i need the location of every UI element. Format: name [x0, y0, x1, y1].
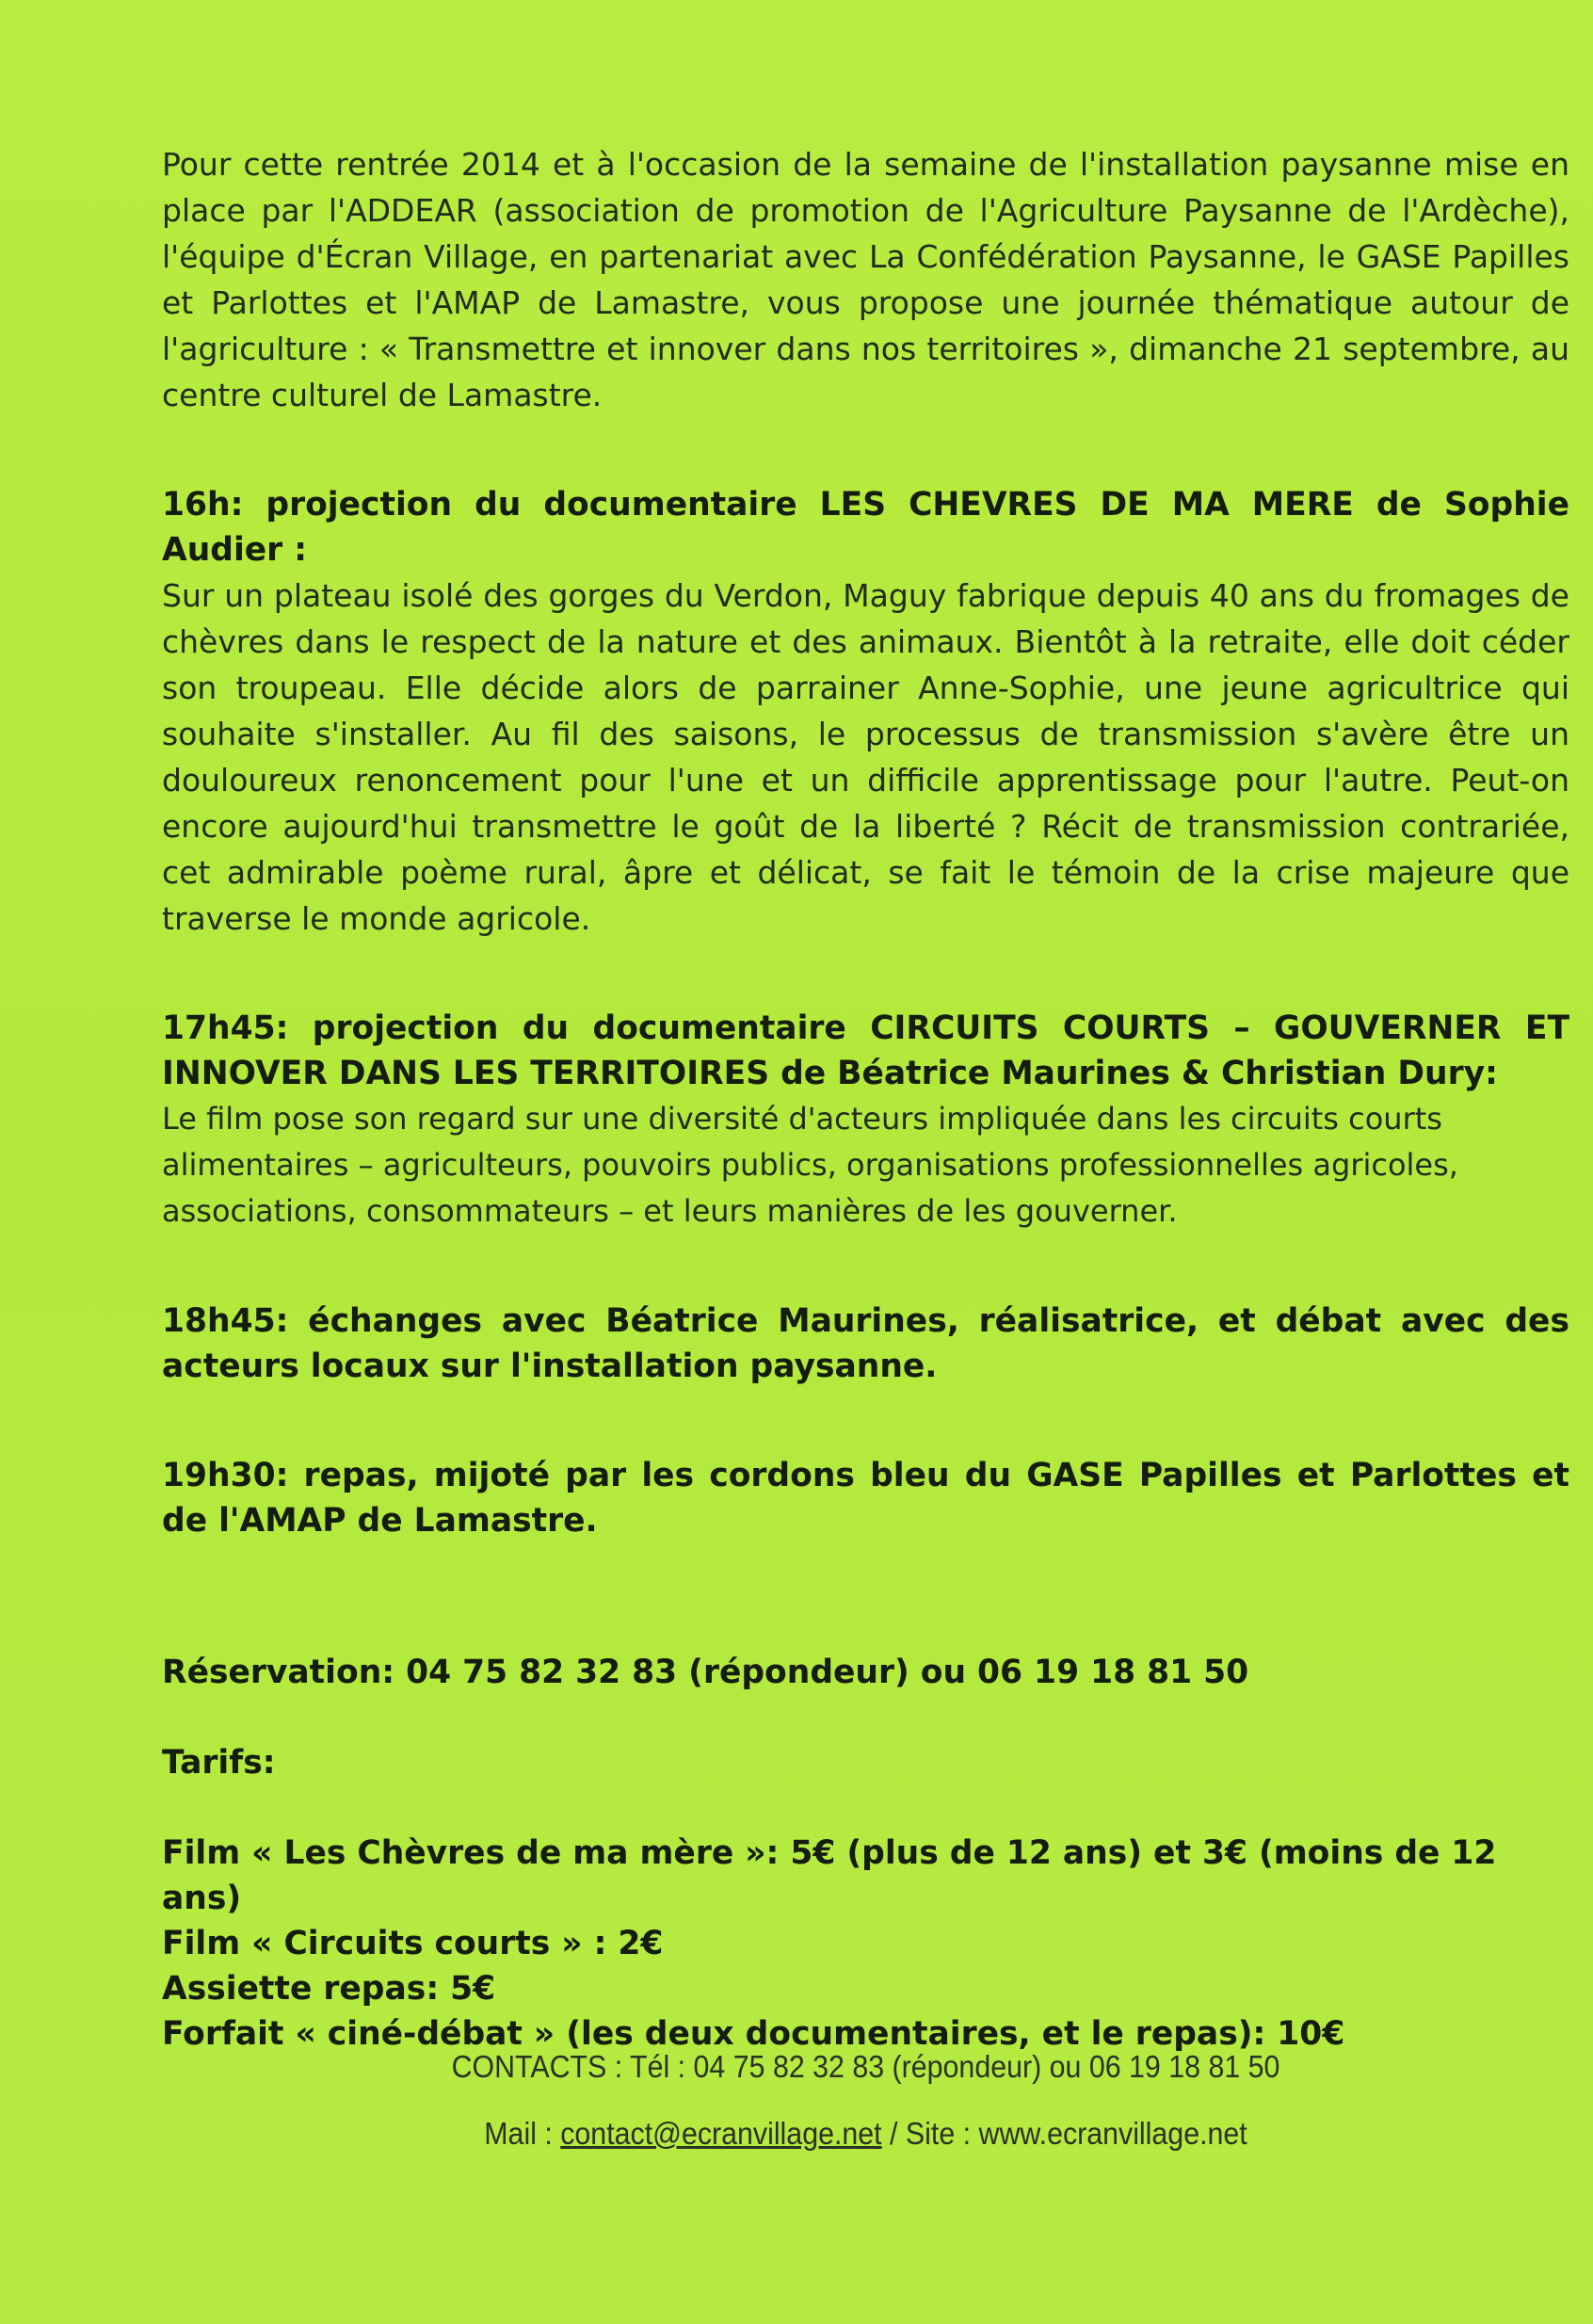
contacts-mail-line [218, 2112, 1513, 2155]
flyer-content [162, 141, 1569, 2057]
contacts-footer [218, 2045, 1513, 2155]
tarifs-list [162, 1831, 1569, 2057]
mail-link[interactable]: contact@ecranvillage.net [560, 2116, 882, 2151]
tarifs-title: Tarifs: [162, 1744, 276, 1782]
event-heading: 17h45: projection du documentaire CIRCUITS COURTS – GOUVERNER ET INNOVER DANS LES TERRITOIRES de Béatrice Maurines & Christian Dury: [162, 1009, 1569, 1092]
event-heading: 16h: projection du documentaire LES CHEVRES DE MA MERE de Sophie Audier : [162, 486, 1569, 569]
event-echanges [162, 1299, 1569, 1389]
tarif-item: Forfait « ciné-débat » (les deux documentaires, et le repas): 10€ [162, 2015, 1345, 2053]
event-description: Le film pose son regard sur une diversité d'acteurs impliquée dans les circuits courts alimentaires – agriculteurs, pouvoirs publics, organisations professionnelles agricoles, associations, consommateurs – et leurs manières de les gouverner. [162, 1101, 1458, 1229]
event-description: Sur un plateau isolé des gorges du Verdon, Maguy fabrique depuis 40 ans du fromages de chèvres dans le respect de la nature et des animaux. Bientôt à la retraite, elle doit céder son troupeau. Elle décide alors de parrainer Anne-Sophie, une jeune agricultrice qui souhaite s'installer. Au fil des saisons, le processus de transmission s'avère être un douloureux renoncement pour l'une et un difficile apprentissage pour l'autre. Peut-on encore aujourd'hui transmettre le goût de la liberté ? Récit de transmission contrariée, cet admirable poème rural, âpre et délicat, se fait le témoin de la crise majeure que traverse le monde agricole. [162, 577, 1569, 937]
event-chevres [162, 482, 1569, 942]
reservation-info: Réservation: 04 75 82 32 83 (répondeur) ou 06 19 18 81 50 [162, 1654, 1249, 1691]
event-repas [162, 1453, 1569, 1543]
intro-paragraph: Pour cette rentrée 2014 et à l'occasion de la semaine de l'installation paysanne mise en place par l'ADDEAR (association de promotion de l'Agriculture Paysanne de l'Ardèche), l'équipe d'Écran Village, en partenariat avec La Confédération Paysanne, le GASE Papilles et Parlottes et l'AMAP de Lamastre, vous propose une journée thématique autour de l'agriculture : « Transmettre et innover dans nos territoires », dimanche 21 septembre, au centre culturel de Lamastre. [162, 146, 1569, 413]
tarif-item: Assiette repas: 5€ [162, 1970, 496, 2008]
site-text: / Site : www.ecranvillage.net [881, 2116, 1247, 2151]
contacts-phone-line: CONTACTS : Tél : 04 75 82 32 83 (répondeur) ou 06 19 18 81 50 [451, 2049, 1280, 2084]
event-circuits-courts [162, 1006, 1569, 1235]
tarif-item: Film « Circuits courts » : 2€ [162, 1925, 664, 1962]
mail-label: Mail : [484, 2116, 561, 2151]
event-heading: 19h30: repas, mijoté par les cordons bleu du GASE Papilles et Parlottes et de l'AMAP de Lamastre. [162, 1457, 1569, 1540]
event-heading: 18h45: échanges avec Béatrice Maurines, réalisatrice, et débat avec des acteurs locaux sur l'installation paysanne. [162, 1302, 1569, 1385]
tarif-item: Film « Les Chèvres de ma mère »: 5€ (plus de 12 ans) et 3€ (moins de 12 ans) [162, 1834, 1497, 1917]
